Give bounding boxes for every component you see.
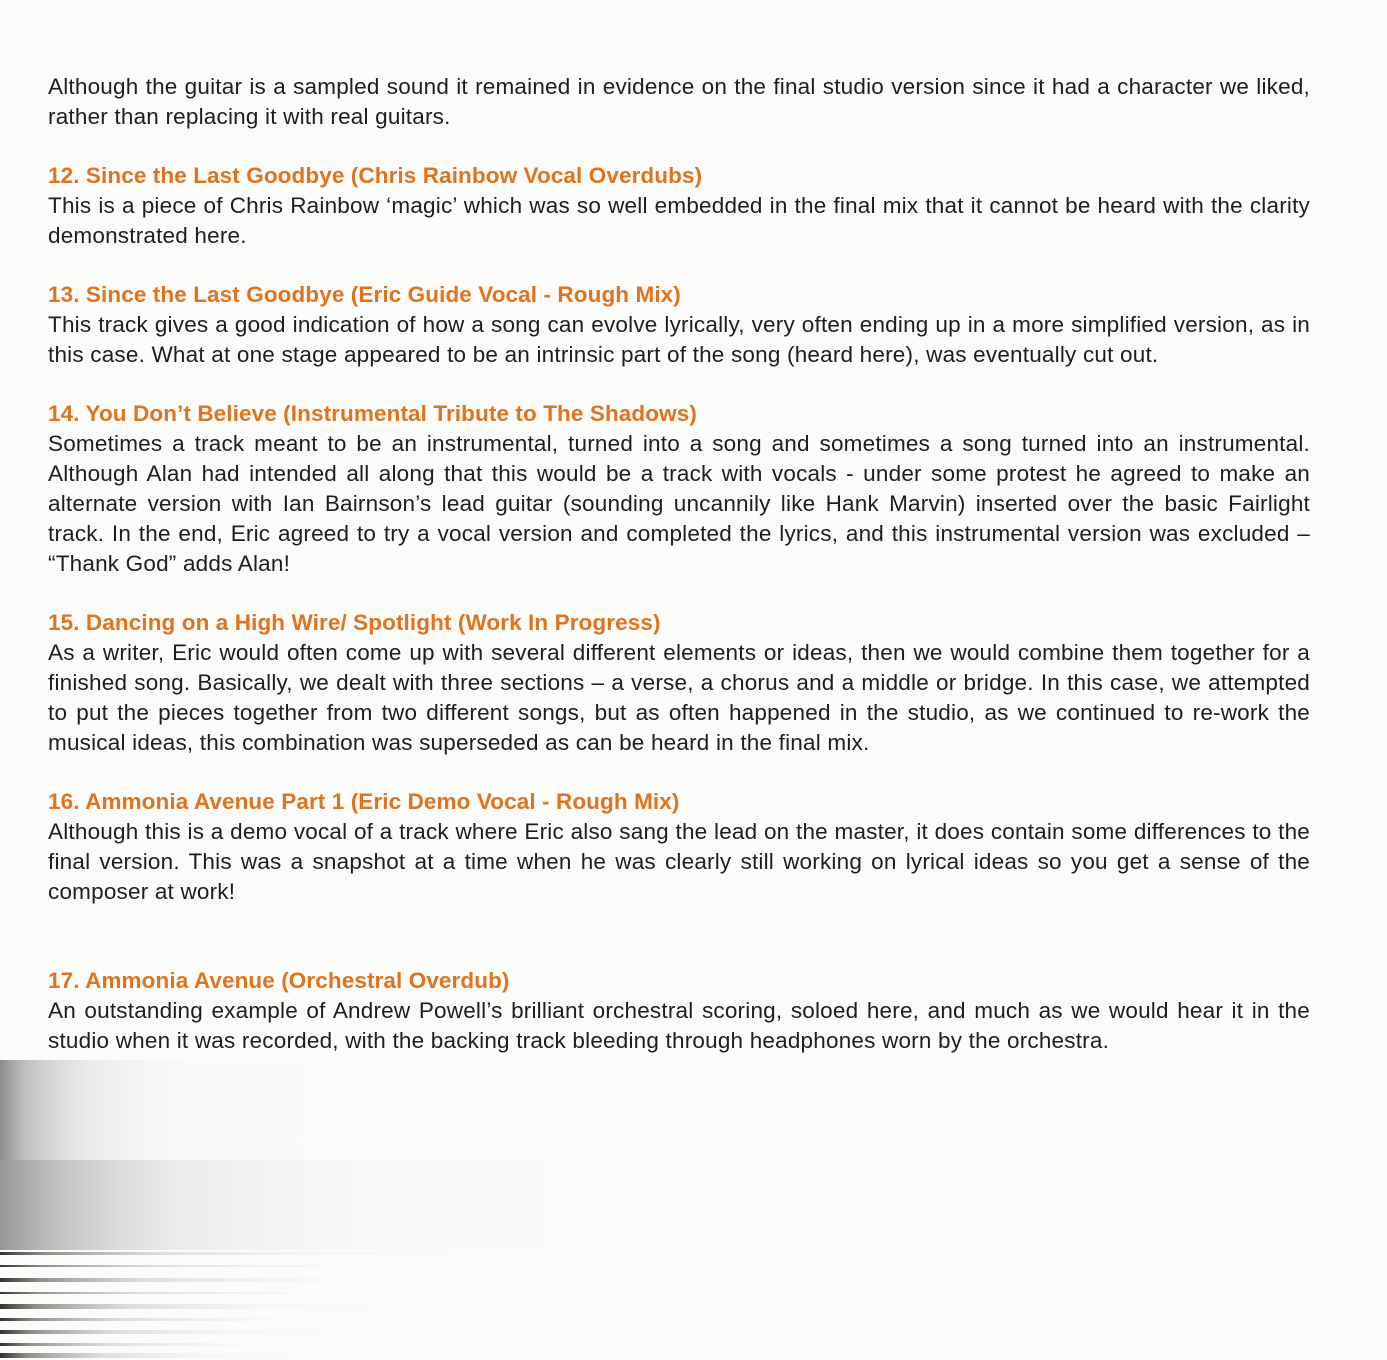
streak-line	[0, 1252, 900, 1255]
streak-band-middle	[0, 1160, 700, 1250]
streak-line	[0, 1265, 850, 1267]
track-description: This is a piece of Chris Rainbow ‘magic’ which was so well embedded in the final mix that it cannot be heard with the clarity demonstrated here.	[48, 193, 1310, 248]
track-note-12	[48, 161, 1310, 251]
track-description: This track gives a good indication of how a song can evolve lyrically, very often ending up in a more simplified version, as in this case. What at one stage appeared to be an intrinsic part of the song (heard here), was eventually cut out.	[48, 312, 1310, 367]
track-description: As a writer, Eric would often come up with several different elements or ideas, then we would combine them together for a finished song. Basically, we dealt with three sections – a verse, a chorus and a middle or bridge. In this case, we attempted to put the pieces together from two different songs, but as often happened in the studio, as we continued to re-work the musical ideas, this combination was superseded as can be heard in the final mix.	[48, 640, 1310, 755]
liner-notes-content	[48, 72, 1310, 1056]
track-note-14	[48, 399, 1310, 579]
track-title: 16. Ammonia Avenue Part 1 (Eric Demo Vocal - Rough Mix)	[48, 789, 680, 814]
streak-line	[0, 1353, 560, 1358]
decorative-streaks-graphic	[0, 1060, 1387, 1360]
track-note-13	[48, 280, 1310, 370]
track-title: 13. Since the Last Goodbye (Eric Guide Vocal - Rough Mix)	[48, 282, 681, 307]
track-note-17	[48, 966, 1310, 1056]
track-description: Sometimes a track meant to be an instrumental, turned into a song and sometimes a song turned into an instrumental. Although Alan had intended all along that this would be a track with vocals - under some protest he agreed to make an alternate version with Ian Bairnson’s lead guitar (sounding uncannily like Hank Marvin) inserted over the basic Fairlight track. In the end, Eric agreed to try a vocal version and completed the lyrics, and this instrumental version was excluded – “Thank God” adds Alan!	[48, 431, 1310, 576]
streak-line	[0, 1292, 760, 1294]
track-title: 17. Ammonia Avenue (Orchestral Overdub)	[48, 968, 510, 993]
streak-line	[0, 1278, 800, 1282]
track-description: Although this is a demo vocal of a track where Eric also sang the lead on the master, it does contain some differences to the final version. This was a snapshot at a time when he was clearly still working on lyrical ideas so you get a sense of the composer at work!	[48, 819, 1310, 904]
track-title: 15. Dancing on a High Wire/ Spotlight (Work In Progress)	[48, 610, 661, 635]
streak-band-upper	[0, 1060, 480, 1160]
streak-line	[0, 1318, 680, 1321]
track-note-16	[48, 787, 1310, 907]
track-description: An outstanding example of Andrew Powell’s brilliant orchestral scoring, soloed here, and much as we would hear it in the studio when it was recorded, with the backing track bleeding through headphones worn by the orchestra.	[48, 998, 1310, 1053]
track-title: 14. You Don’t Believe (Instrumental Tribute to The Shadows)	[48, 401, 697, 426]
intro-paragraph: Although the guitar is a sampled sound it remained in evidence on the final studio version since it had a character we liked, rather than replacing it with real guitars.	[48, 74, 1310, 129]
streak-line	[0, 1343, 600, 1346]
track-title: 12. Since the Last Goodbye (Chris Rainbow Vocal Overdubs)	[48, 163, 703, 188]
track-note-15	[48, 608, 1310, 758]
streak-line	[0, 1330, 640, 1334]
streak-line	[0, 1304, 720, 1309]
